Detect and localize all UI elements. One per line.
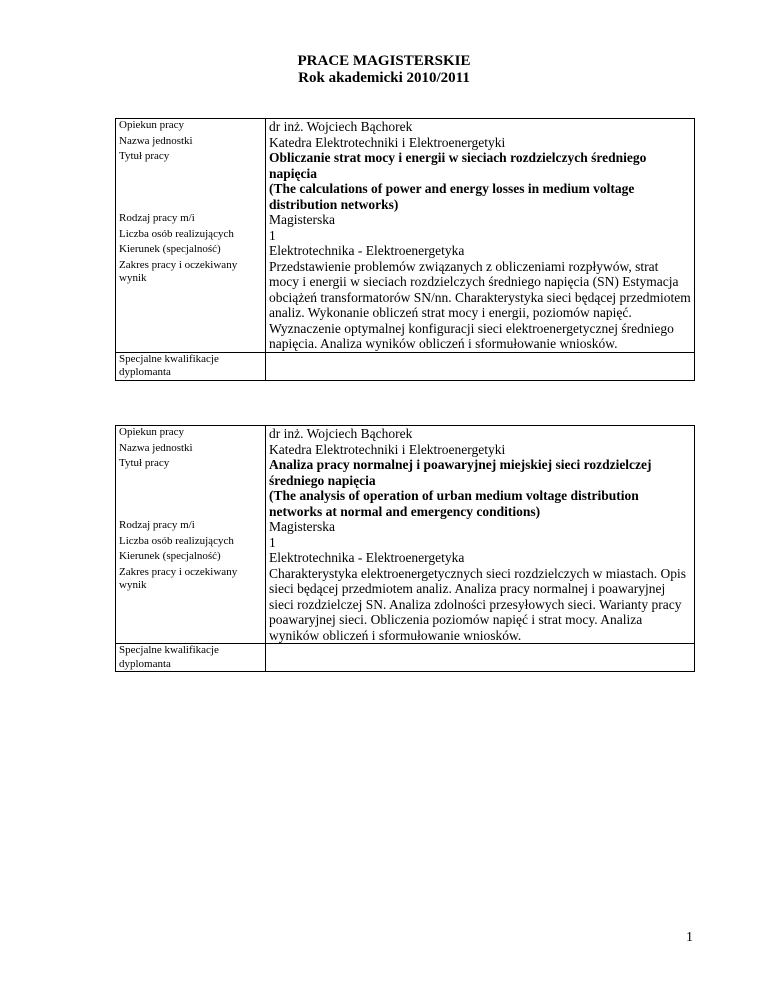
row-scope <box>116 259 695 353</box>
row-type <box>116 212 695 228</box>
row-qualifications <box>116 352 695 380</box>
value-title <box>266 457 695 519</box>
thesis-table-2 <box>115 425 695 672</box>
row-specialization <box>116 243 695 259</box>
title-polish: Obliczanie strat mocy i energii w sieciach rozdzielczych średniego napięcia <box>269 150 647 181</box>
value-qualifications <box>266 644 695 672</box>
value-specialization: Elektrotechnika - Elektroenergetyka <box>266 243 695 259</box>
value-num-people: 1 <box>266 228 695 244</box>
label-specialization: Kierunek (specjalność) <box>116 243 266 259</box>
row-qualifications <box>116 644 695 672</box>
label-type: Rodzaj pracy m/i <box>116 212 266 228</box>
label-scope-line2: wynik <box>119 579 147 591</box>
label-scope <box>116 566 266 644</box>
label-scope-line1: Zakres pracy i oczekiwany <box>119 565 238 578</box>
title-polish: Analiza pracy normalnej i poawaryjnej miejskiej sieci rozdzielczej średniego napięcia <box>269 457 652 488</box>
label-qualifications-line1: Specjalne kwalifikacje <box>119 352 219 365</box>
label-qualifications-line1: Specjalne kwalifikacje <box>119 644 219 656</box>
value-scope: Przedstawienie problemów związanych z obliczeniami rozpływów, strat mocy i energii w sieciach rozdzielczych średniego napięcia (SN) Estymacja obciążeń transformatorów SN/nn. Charakterystyka sieci będącej przedmiotem analiz. Wykonanie obliczeń strat mocy i energii, poziomów napięć. Wyznaczenie optymalnej konfiguracji sieci elektroenergetycznej średniego napięcia. Analiza wyników obliczeń i sformułowanie wniosków. <box>266 259 695 353</box>
thesis-table-1 <box>115 118 695 381</box>
value-qualifications <box>266 352 695 380</box>
value-type: Magisterska <box>266 519 695 535</box>
row-title <box>116 457 695 519</box>
row-num-people <box>116 535 695 551</box>
document-header <box>0 53 768 87</box>
label-unit: Nazwa jednostki <box>116 442 266 458</box>
row-unit <box>116 135 695 151</box>
value-scope: Charakterystyka elektroenergetycznych sieci rozdzielczych w miastach. Opis sieci będącej przedmiotem analiz. Analiza pracy normalnej i poawaryjnej sieci rozdzielczej SN. Analiza zdolności przesyłowych sieci. Warianty pracy poawaryjnej sieci. Obliczenia poziomów napięć i strat mocy. Analiza wyników obliczeń i sformułowanie wniosków. <box>266 566 695 644</box>
label-qualifications-line2: dyplomanta <box>119 657 171 670</box>
label-scope <box>116 259 266 353</box>
value-supervisor: dr inż. Wojciech Bąchorek <box>266 426 695 442</box>
row-title <box>116 150 695 212</box>
value-type: Magisterska <box>266 212 695 228</box>
label-num-people: Liczba osób realizujących <box>116 228 266 244</box>
label-type: Rodzaj pracy m/i <box>116 519 266 535</box>
label-scope-line1: Zakres pracy i oczekiwany <box>119 258 238 271</box>
label-title: Tytuł pracy <box>116 150 266 212</box>
row-supervisor <box>116 119 695 135</box>
value-unit: Katedra Elektrotechniki i Elektroenergetyki <box>266 442 695 458</box>
title-english: (The analysis of operation of urban medium voltage distribution networks at normal and emergency conditions) <box>269 488 639 519</box>
label-scope-line2: wynik <box>119 272 147 284</box>
label-qualifications-line2: dyplomanta <box>119 366 171 378</box>
document-title: PRACE MAGISTERSKIE <box>297 53 471 69</box>
label-num-people: Liczba osób realizujących <box>116 535 266 551</box>
row-type <box>116 519 695 535</box>
label-supervisor: Opiekun pracy <box>116 119 266 135</box>
page-number: 1 <box>686 930 693 945</box>
label-title: Tytuł pracy <box>116 457 266 519</box>
value-supervisor: dr inż. Wojciech Bąchorek <box>266 119 695 135</box>
label-supervisor: Opiekun pracy <box>116 426 266 442</box>
label-specialization: Kierunek (specjalność) <box>116 550 266 566</box>
row-supervisor <box>116 426 695 442</box>
title-english: (The calculations of power and energy losses in medium voltage distribution networks) <box>269 181 635 212</box>
row-scope <box>116 566 695 644</box>
value-title <box>266 150 695 212</box>
label-qualifications <box>116 352 266 380</box>
value-num-people: 1 <box>266 535 695 551</box>
value-specialization: Elektrotechnika - Elektroenergetyka <box>266 550 695 566</box>
row-num-people <box>116 228 695 244</box>
row-unit <box>116 442 695 458</box>
academic-year: Rok akademicki 2010/2011 <box>298 70 470 86</box>
value-unit: Katedra Elektrotechniki i Elektroenergetyki <box>266 135 695 151</box>
label-unit: Nazwa jednostki <box>116 135 266 151</box>
label-qualifications <box>116 644 266 672</box>
row-specialization <box>116 550 695 566</box>
